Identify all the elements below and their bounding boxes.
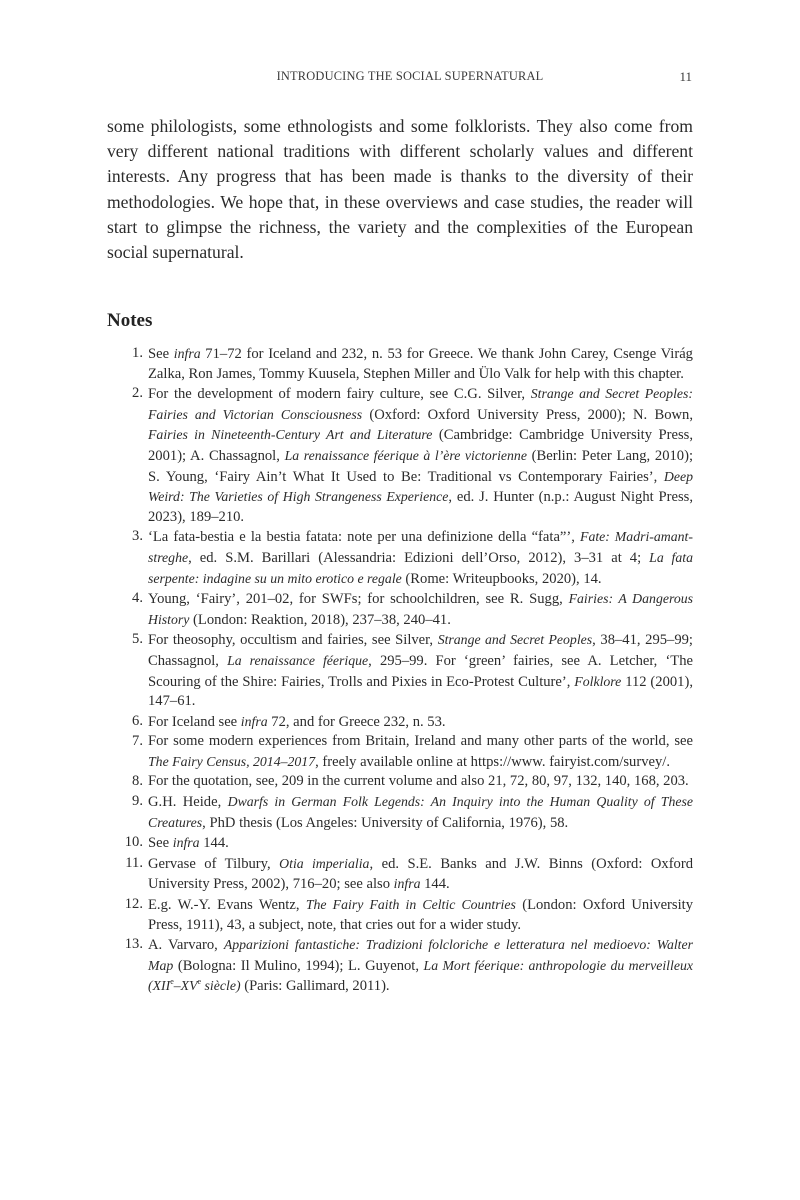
footnote-text-run: (Berlin: Peter Lang, 2010); S. Young, ‘Fairy Ain’t What It Used to Be: Traditional vs Contemporary Fairies’, [148, 447, 693, 485]
footnote [107, 935, 693, 997]
footnote-text-run: Young, ‘Fairy’, 201–02, for SWFs; for schoolchildren, see R. Sugg, [148, 591, 569, 608]
footnote-italic-title: The Fairy Census, 2014–2017 [148, 753, 316, 769]
footnote-text [148, 632, 693, 709]
footnote-text [148, 733, 693, 770]
footnote-italic-title: infra [172, 835, 200, 851]
footnote [107, 772, 693, 792]
footnote-text-run: For the development of modern fairy culture, see C.G. Silver, [148, 386, 531, 403]
footnote-italic-title: infra [240, 713, 268, 729]
footnote-number: 9. [132, 793, 143, 810]
footnote-italic-title: Apparizioni fantastiche: Tradizioni folcloriche e letteratura nel medioevo: Walter Map [148, 937, 694, 973]
footnote-text-run: , ed. S.E. Banks and J.W. Binns (Oxford: Oxford University Press, 2002), 716–20; see also [148, 855, 694, 893]
running-head-title: INTRODUCING THE SOCIAL SUPERNATURAL [276, 69, 544, 83]
footnote [107, 732, 693, 772]
footnote-text-run: (Oxford: Oxford University Press, 2000); N. Bown, [362, 406, 693, 423]
footnote-number: 10. [124, 834, 143, 851]
footnote-text-run: 71–72 for Iceland and 232, n. 53 for Greece. We thank John Carey, Csenge Virág Zalka, Ron James, Tommy Kuusela, Stephen Miller and Ülo Valk for help with this chapter. [148, 346, 693, 382]
footnote-text-run: (London: Reaktion, 2018), 237–38, 240–41. [189, 611, 451, 628]
footnote-number: 4. [132, 590, 143, 607]
footnote-number: 13. [124, 936, 143, 953]
footnote-superscript: e [197, 977, 202, 987]
footnote-text [148, 937, 693, 994]
footnote [107, 792, 693, 833]
notes-list [107, 344, 693, 997]
footnote-number: 8. [132, 773, 143, 790]
footnote-text-run: (Cambridge: Cambridge University Press, 2001); A. Chassagnol, [148, 427, 693, 464]
notes-heading: Notes [107, 310, 153, 331]
footnote-italic-title: Folklore [574, 673, 622, 689]
footnote [107, 344, 693, 384]
footnote-text [148, 835, 229, 851]
footnote-superscript: e [170, 977, 174, 987]
footnote-italic-title: La renaissance féerique [227, 652, 369, 668]
footnote-text-run: , PhD thesis (Los Angeles: University of California, 1976), 58. [202, 814, 569, 831]
footnote [107, 384, 693, 527]
footnote-italic-title: Dwarfs in German Folk Legends: An Inquiry into the Human Quality of These Creatures [148, 794, 693, 830]
footnote-italic-title: La fata serpente: indagine su un mito erotico e regale [148, 549, 694, 586]
footnote-text-run: 72, and for Greece 232, n. 53. [267, 713, 446, 730]
footnote-text-run: , ed. S.M. Barillari (Alessandria: Edizioni dell’Orso, 2012), 3–31 at 4; [188, 549, 650, 566]
footnote-italic-title: Otia imperialia [279, 855, 370, 871]
footnote-text-run: (London: Oxford University Press, 1911), 43, a subject, note, that cries out for a wider study. [148, 897, 693, 933]
footnote-italic-title: –XV [173, 978, 198, 994]
footnote [107, 527, 693, 589]
footnote-text-run: (Paris: Gallimard, 2011). [240, 978, 390, 995]
footnote-text [148, 794, 693, 831]
footnote-text-run: E.g. W.-Y. Evans Wentz, [148, 897, 306, 914]
footnote [107, 833, 693, 854]
footnote-number: 5. [132, 631, 143, 648]
footnote-italic-title: Fairies: A Dangerous History [148, 591, 693, 627]
footnote-italic-title: The Fairy Faith in Celtic Countries [305, 897, 516, 913]
footnote-text [148, 591, 693, 628]
footnote-text-run: (Bologna: Il Mulino, 1994); L. Guyenot, [173, 957, 424, 974]
footnote-number: 12. [124, 896, 143, 913]
footnote-text-run: Gervase of Tilbury, [148, 855, 280, 872]
footnote-italic-title: La Mort féerique: anthropologie du merveilleux (XII [148, 957, 693, 994]
footnote-italic-title: Fate: Madri-amant-streghe [148, 529, 693, 565]
footnote [107, 712, 693, 733]
footnote-text-run: 144. [420, 876, 450, 893]
footnote-number: 11. [125, 854, 143, 871]
footnote-text [148, 856, 693, 893]
footnote [107, 630, 693, 711]
footnote-text-run: See [148, 346, 174, 362]
running-head [0, 67, 800, 87]
footnote-text-run: G.H. Heide, [148, 794, 228, 811]
footnote-text-run: 144. [199, 835, 229, 852]
footnote-italic-title: Fairies in Nineteenth-Century Art and Literature [148, 427, 433, 443]
footnote-text [148, 529, 693, 586]
footnote-italic-title: La renaissance féerique à l’ère victorienne [284, 447, 527, 463]
footnote-number: 7. [132, 733, 143, 750]
footnote-text-run: For Iceland see [148, 713, 241, 730]
footnote-text-run: For the quotation, see, 209 in the current volume and also 21, 72, 80, 97, 132, 140, 168, 203. [148, 773, 689, 790]
footnote-italic-title: Deep Weird: The Varieties of High Strangeness Experience [148, 468, 693, 505]
footnote-number: 3. [132, 528, 143, 545]
footnote-italic-title: Strange and Secret Peoples: Fairies and Victorian Consciousness [148, 386, 693, 422]
footnote-text [148, 346, 693, 382]
body-paragraph: some philologists, some ethnologists and some folklorists. They also come from very different national traditions with different scholarly values and different interests. Any progress that has been made is thanks to the diversity of their methodologies. We hope that, in these overviews and case studies, the reader will start to glimpse the richness, the variety and the complexities of the European social supernatural. [107, 116, 693, 263]
footnote [107, 895, 693, 935]
page-number: 11 [679, 69, 692, 84]
footnote-text-run: , 38–41, 295–99; Chassagnol, [148, 632, 693, 669]
footnote-text-run: (Rome: Writeupbooks, 2020), 14. [401, 570, 602, 587]
footnote-number: 1. [132, 345, 143, 361]
footnote-text-run: , freely available online at https://www. fairyist.com/survey/. [315, 753, 670, 770]
footnote-italic-title: siècle) [201, 978, 241, 994]
footnote-text-run: , ed. J. Hunter (n.p.: August Night Press, 2023), 189–210. [148, 489, 693, 525]
footnote-text-run: A. Varvaro, [148, 937, 224, 954]
footnote-italic-title: infra [393, 876, 421, 892]
footnote-text-run: 112 (2001), 147–61. [148, 673, 693, 710]
footnote-text-run: For theosophy, occultism and fairies, see Silver, [148, 632, 438, 649]
footnote-number: 6. [132, 712, 143, 729]
footnote-text [148, 714, 446, 730]
footnote [107, 589, 693, 630]
footnote-text [148, 386, 693, 525]
footnote-text [148, 897, 693, 933]
footnote-text-run: , 295–99. For ‘green’ fairies, see A. Letcher, ‘The Scouring of the Shire: Fairies, Trolls and Pixies in Eco-Protest Culture’, [148, 652, 693, 690]
footnote-text [148, 773, 689, 789]
footnote-text-run: For some modern experiences from Britain, Ireland and many other parts of the world, see [148, 733, 693, 750]
footnote-italic-title: infra [173, 346, 201, 361]
footnote-text-run: See [148, 835, 173, 852]
footnote-number: 2. [132, 385, 143, 402]
footnote-text-run: ‘La fata-bestia e la bestia fatata: note per una definizione della “fata”’, [148, 529, 581, 546]
footnote-italic-title: Strange and Secret Peoples [437, 632, 593, 648]
footnote [107, 854, 693, 895]
